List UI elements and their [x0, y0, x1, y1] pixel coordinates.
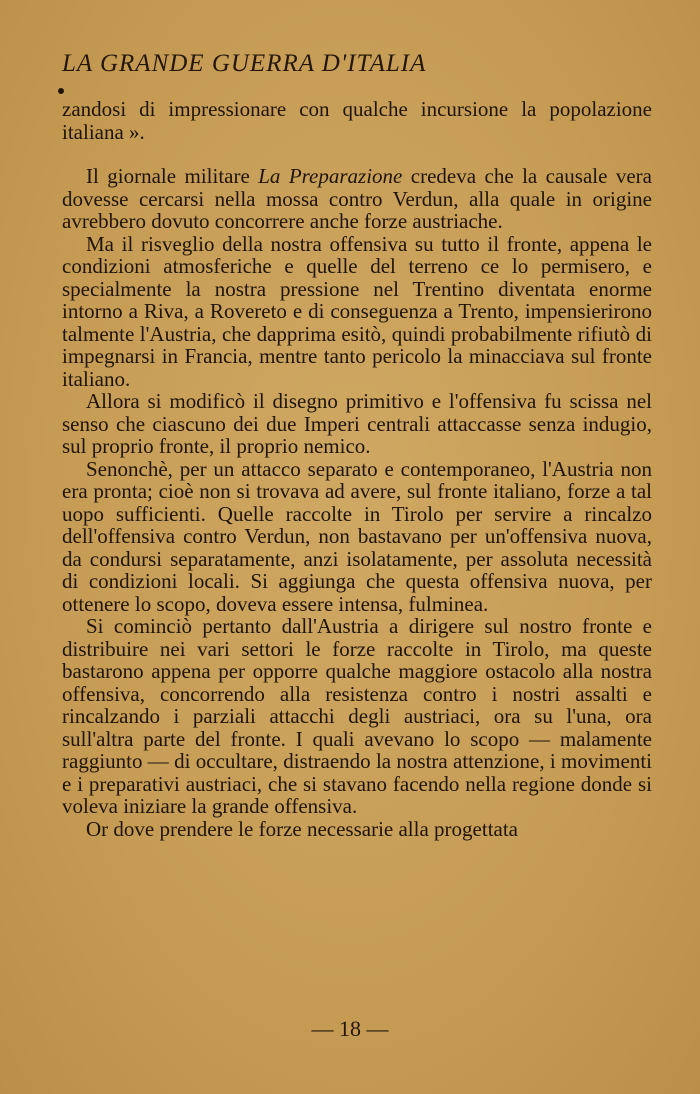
- ink-dot-mark: [58, 88, 64, 94]
- page-number: — 18 —: [311, 1016, 389, 1041]
- paragraph-1: zandosi di impressionare con qualche incursione la popolazione italiana ».: [62, 97, 652, 144]
- paragraph-6: Si cominciò pertanto dall'Austria a dirigere sul nostro fronte e distribuire nei vari settori le forze raccolte in Tirolo, ma queste bastarono appena per opporre qualche maggiore ostacolo alla nostra offensiva, concorrendo alla resistenza contro i nostri assalti e rincalzando i parziali attacchi degli austriaci, ora su l'una, ora sull'altra parte del fronte. I quali avevano lo scopo — malamente raggiunto — di occultare, distraendo la nostra attenzione, i movimenti e i preparativi austriaci, che si stavano facendo nella regione donde si voleva iniziare la grande offensiva.: [62, 614, 652, 818]
- paragraph-2: [62, 165, 652, 233]
- paragraph-7: Or dove prendere le forze necessarie alla progettata: [86, 816, 519, 841]
- paragraph-2-start: Il giornale militare: [86, 164, 259, 188]
- paragraph-4: Allora si modificò il disegno primitivo e l'offensiva fu scissa nel senso che ciascuno dei due Imperi centrali attaccasse senza indugio, sul proprio fronte, il proprio nemico.: [62, 389, 652, 458]
- body-text: [62, 98, 652, 840]
- paragraph-3: Ma il risveglio della nostra offensiva su tutto il fronte, appena le condizioni atmosferiche e quelle del terreno ce lo permisero, e specialmente la nostra pressione nel Trentino diventata enorme intorno a Riva, a Rovereto e di conseguenza a Trento, impensierirono talmente l'Austria, che dapprima esitò, quindi probabilmente rifiutò di impegnarsi in Francia, mentre tanto pericolo la minacciava sul fronte italiano.: [62, 231, 652, 391]
- paragraph-2-end: credeva che la causale vera dovesse cercarsi nella mossa contro Verdun, alla quale in origine avrebbero dovuto concorrere anche forze austriache.: [62, 164, 652, 233]
- running-header: LA GRANDE GUERRA D'ITALIA: [62, 50, 427, 77]
- newspaper-title: La Preparazione: [258, 164, 403, 188]
- paragraph-5: Senonchè, per un attacco separato e contemporaneo, l'Austria non era pronta; cioè non si trovava ad avere, sul fronte italiano, forze a tal uopo sufficienti. Quelle raccolte in Tirolo per servire a rincalzo dell'offensiva contro Verdun, non bastavano per un'offensiva nuova, da condursi separatamente, anzi isolatamente, per assoluta necessità di condizioni locali. Si aggiunga che questa offensiva nuova, per ottenere lo scopo, doveva essere intensa, fulminea.: [62, 456, 652, 616]
